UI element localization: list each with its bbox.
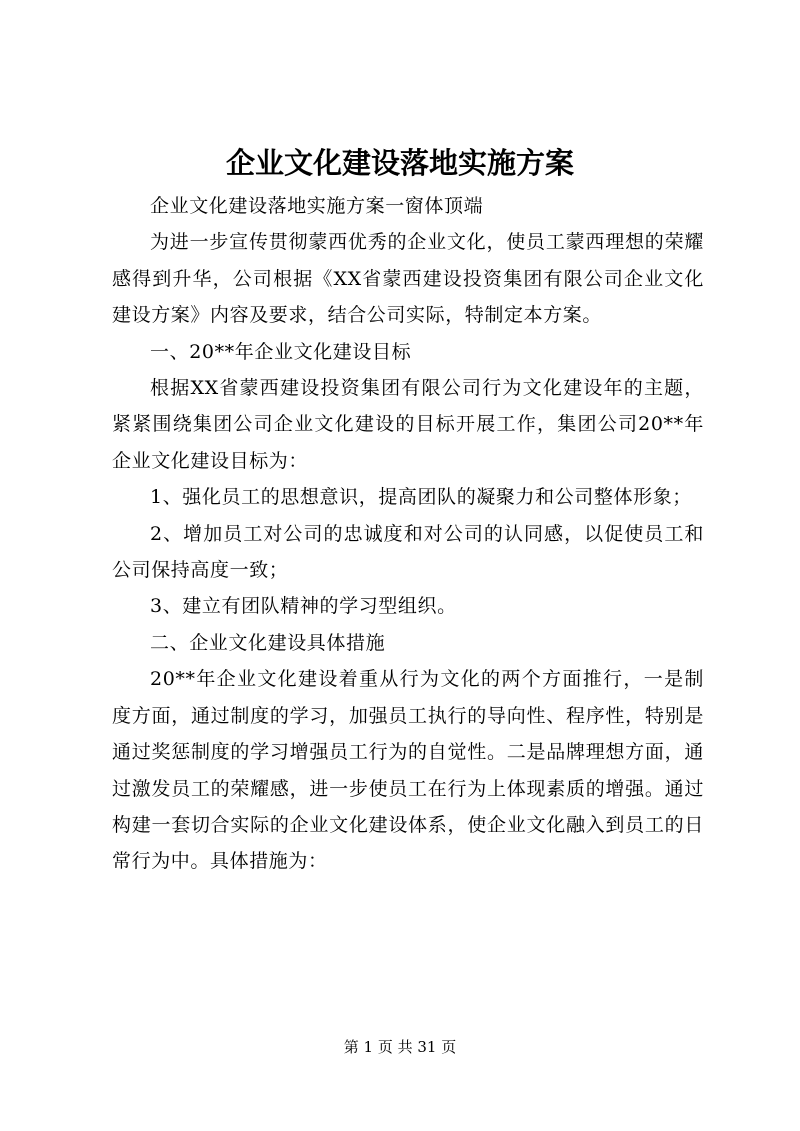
goal-item-1: 1、强化员工的思想意识，提高团队的凝聚力和公司整体形象； [150,486,692,509]
paragraph-intro: 为进一步宣传贯彻蒙西优秀的企业文化，使员工蒙西理想的荣耀感得到升华，公司根据《XX省蒙西建设投资集团有限公司企业文化建设方案》内容及要求，结合公司实际，特制定本方案。 [112,231,704,327]
section-heading-measures: 二、企业文化建设具体措施 [150,631,386,654]
goal-item-2: 2、增加员工对公司的忠诚度和对公司的认同感，以促使员工和公司保持高度一致； [112,522,704,582]
paragraph-subtitle: 企业文化建设落地实施方案一窗体顶端 [150,195,484,217]
document-body [112,188,704,880]
document-title: 企业文化建设落地实施方案 [225,146,574,180]
section-heading-goals: 一、20**年企业文化建设目标 [150,340,412,363]
paragraph-goals-intro: 根据XX省蒙西建设投资集团有限公司行为文化建设年的主题，紧紧围绕集团公司企业文化建设的目标开展工作，集团公司20**年企业文化建设目标为： [112,377,704,472]
goal-item-3: 3、建立有团队精神的学习型组织。 [150,595,457,618]
page-number-footer: 第 1 页 共 31 页 [343,1038,457,1056]
paragraph-measures: 20**年企业文化建设着重从行为文化的两个方面推行，一是制度方面，通过制度的学习，加强员工执行的导向性、程序性，特别是通过奖惩制度的学习增强员工行为的自觉性。二是品牌理想方面，通过激发员工的荣耀感，进一步使员工在行为上体现素质的增强。通过构建一套切合实际的企业文化建设体系，使企业文化融入到员工的日常行为中。具体措施为： [112,668,704,873]
